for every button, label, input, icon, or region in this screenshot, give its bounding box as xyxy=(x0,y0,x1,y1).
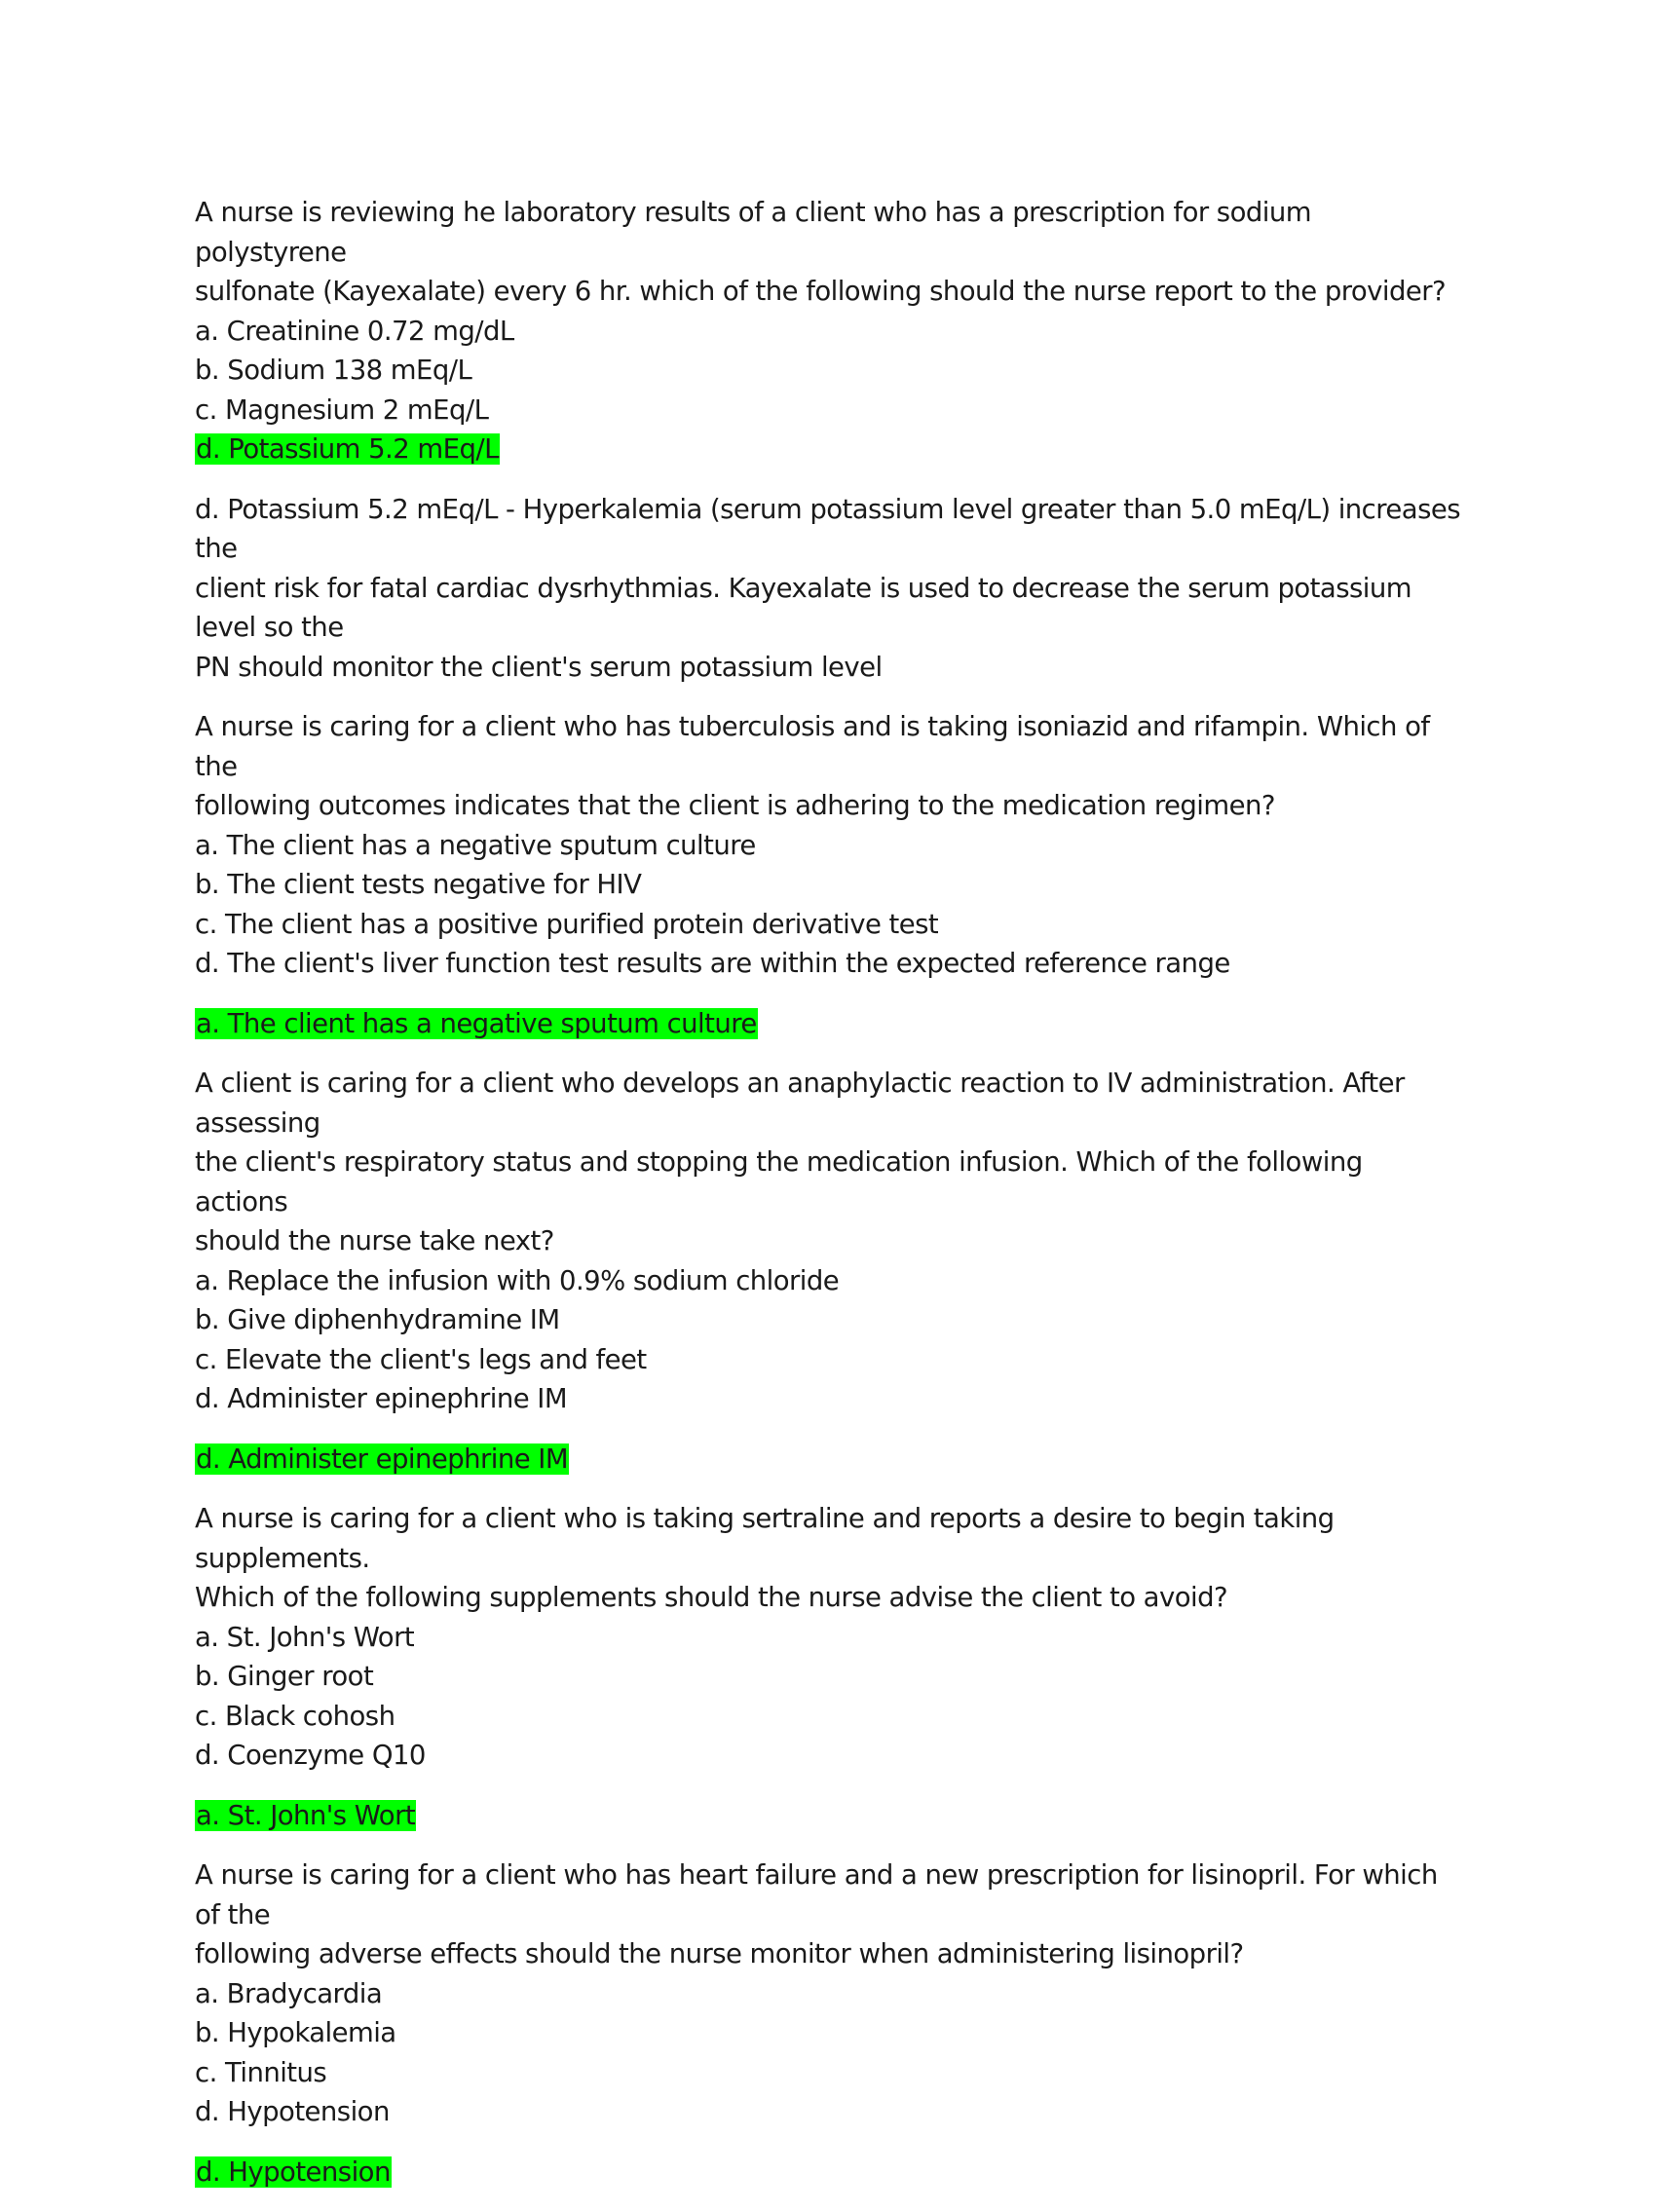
rationale-line: d. Potassium 5.2 mEq/L - Hyperkalemia (serum potassium level greater than 5.0 mEq/L) increases the xyxy=(195,493,1469,564)
answer-option: b. Ginger root xyxy=(195,1661,374,1692)
answer-option: c. Magnesium 2 mEq/L xyxy=(195,394,489,426)
question-stem-line: A nurse is reviewing he laboratory results of a client who has a prescription for sodium polystyrene xyxy=(195,197,1320,268)
question-stem-line: following adverse effects should the nurse monitor when administering lisinopril? xyxy=(195,1938,1244,1969)
answer-option: d. Administer epinephrine IM xyxy=(195,1383,568,1414)
question-stem-line: A client is caring for a client who develops an anaphylactic reaction to IV administration. After assessing xyxy=(195,1068,1412,1139)
question-stem-line: Which of the following supplements should the nurse advise the client to avoid? xyxy=(195,1582,1228,1613)
answer-option: a. St. John's Wort xyxy=(195,1621,415,1653)
answer-option: d. The client's liver function test results are within the expected reference range xyxy=(195,948,1230,979)
question-3 xyxy=(195,1064,1461,1419)
answer-2 xyxy=(195,1004,1461,1044)
question-stem-line: sulfonate (Kayexalate) every 6 hr. which of the following should the nurse report to the provider? xyxy=(195,276,1447,307)
answer-option: a. The client has a negative sputum culture xyxy=(195,829,756,861)
answer-option: d. Hypotension xyxy=(195,2096,390,2127)
rationale-line: PN should monitor the client's serum potassium level xyxy=(195,651,883,683)
question-2 xyxy=(195,707,1461,984)
answer-option: c. Elevate the client's legs and feet xyxy=(195,1343,647,1375)
answer-option: a. Bradycardia xyxy=(195,1977,383,2009)
answer-option: d. Coenzyme Q10 xyxy=(195,1740,426,1771)
document-page xyxy=(195,193,1469,2212)
answer-option: c. Tinnitus xyxy=(195,2056,327,2088)
answer-4 xyxy=(195,1796,1461,1836)
question-1 xyxy=(195,193,1461,469)
highlighted-answer: d. Administer epinephrine IM xyxy=(196,1443,569,1475)
answer-option: a. Creatinine 0.72 mg/dL xyxy=(195,315,514,347)
answer-option: b. Sodium 138 mEq/L xyxy=(195,355,472,386)
rationale-1 xyxy=(195,490,1469,688)
highlighted-answer: a. St. John's Wort xyxy=(196,1799,416,1831)
question-stem-line: A nurse is caring for a client who has heart failure and a new prescription for lisinopril. For which of the xyxy=(195,1859,1446,1931)
question-stem-line: A nurse is caring for a client who is taking sertraline and reports a desire to begin taking supplements. xyxy=(195,1503,1342,1574)
question-stem-line: should the nurse take next? xyxy=(195,1225,554,1256)
question-5 xyxy=(195,1856,1461,2132)
highlighted-answer: d. Hypotension xyxy=(196,2156,391,2188)
answer-option: a. Replace the infusion with 0.9% sodium chloride xyxy=(195,1264,840,1296)
answer-option: b. Hypokalemia xyxy=(195,2017,396,2048)
rationale-line: client risk for fatal cardiac dysrhythmias. Kayexalate is used to decrease the serum potassium level so the xyxy=(195,572,1420,643)
answer-option: b. The client tests negative for HIV xyxy=(195,869,642,900)
highlighted-answer-option: d. Potassium 5.2 mEq/L xyxy=(196,433,499,465)
question-stem-line: A nurse is caring for a client who has tuberculosis and is taking isoniazid and rifampin. Which of the xyxy=(195,711,1438,782)
answer-3 xyxy=(195,1440,1461,1480)
question-stem-line: following outcomes indicates that the client is adhering to the medication regimen? xyxy=(195,790,1275,821)
question-stem-line: the client's respiratory status and stopping the medication infusion. Which of the following actions xyxy=(195,1146,1371,1218)
highlighted-answer: a. The client has a negative sputum culture xyxy=(196,1007,757,1039)
answer-option: b. Give diphenhydramine IM xyxy=(195,1304,560,1335)
answer-option: c. The client has a positive purified protein derivative test xyxy=(195,908,939,940)
answer-5 xyxy=(195,2153,1461,2193)
question-4 xyxy=(195,1499,1461,1776)
answer-option: c. Black cohosh xyxy=(195,1700,395,1732)
